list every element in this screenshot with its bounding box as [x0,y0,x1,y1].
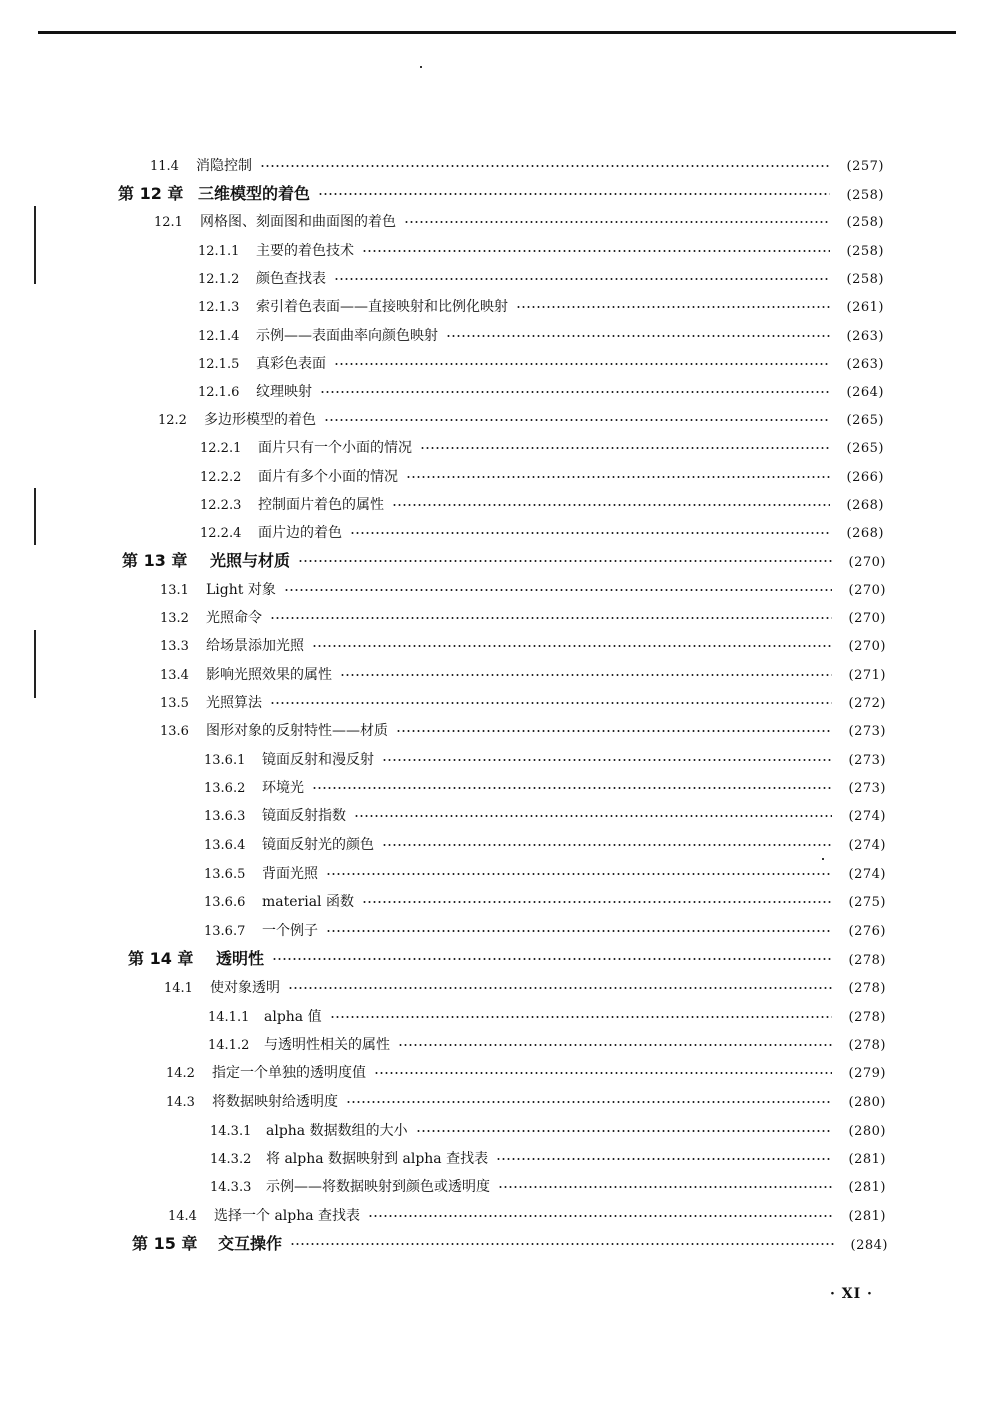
toc-page: (263) [846,329,884,344]
toc-number: 12.1.1 [198,244,240,259]
dot-leader [382,844,832,846]
dot-leader [326,930,832,932]
toc-number: 13.6.4 [204,838,246,853]
page-number-footer: · XI · [830,1286,873,1302]
toc-page: (278) [848,953,886,968]
toc-number: 12.1.6 [198,385,240,400]
toc-title: 将 alpha 数据映射到 alpha 查找表 [266,1151,489,1167]
toc-entry-14-3-1 [210,1121,886,1141]
dot-leader [362,901,832,903]
dot-leader [334,278,830,280]
toc-entry-13-6-7 [204,921,886,941]
dot-leader [496,1158,832,1160]
toc-entry-14-1-1 [208,1007,886,1027]
toc-entry-13-6-4 [204,835,886,855]
dot-leader [288,987,832,989]
toc-title: 多边形模型的着色 [204,412,316,428]
toc-title: 索引着色表面——直接映射和比例化映射 [256,299,508,315]
dot-leader [392,504,830,506]
toc-title: 背面光照 [262,866,318,882]
toc-title: 面片边的着色 [258,525,342,541]
toc-entry-12-1-4 [198,326,884,346]
dot-leader [272,958,832,960]
toc-title: 使对象透明 [210,980,280,996]
toc-page: (270) [848,611,886,626]
dot-leader [284,589,832,591]
toc-entry-12-2-4 [200,523,884,543]
margin-mark [34,206,36,284]
toc-entry-13-6-1 [204,750,886,770]
toc-page: (281) [848,1180,886,1195]
dot-leader [350,532,830,534]
toc-number: 13.6.1 [204,753,246,768]
toc-page: (284) [850,1238,888,1253]
dot-leader [330,1016,832,1018]
toc-title: 面片只有一个小面的情况 [258,440,412,456]
toc-number: 14.1 [164,981,193,996]
toc-entry-chapter-12 [118,184,884,204]
dot-leader [404,221,830,223]
toc-entry-12-2-1 [200,438,884,458]
toc-page: (266) [846,470,884,485]
toc-number: 第 13 章 [122,551,188,570]
toc-number: 14.2 [166,1066,195,1081]
toc-number: 第 12 章 [118,184,184,203]
toc-entry-chapter-13 [122,551,886,571]
dot-leader [420,447,830,449]
toc-page: (273) [848,724,886,739]
top-rule [38,31,956,34]
toc-page: (274) [848,809,886,824]
toc-entry-13-6-2 [204,778,886,798]
toc-title: 选择一个 alpha 查找表 [214,1208,361,1224]
toc-entry-13-5 [160,693,886,713]
dot-leader [334,363,830,365]
toc-title: material 函数 [262,894,354,910]
dot-leader [368,1215,832,1217]
dot-leader [354,815,832,817]
toc-entry-chapter-14 [128,949,886,969]
toc-page: (272) [848,696,886,711]
toc-title: Light 对象 [206,582,276,598]
toc-entry-12-1-1 [198,241,884,261]
toc-number: 14.1.1 [208,1010,250,1025]
toc-entry-12-1-2 [198,269,884,289]
toc-number: 11.4 [150,159,179,174]
toc-page: (274) [848,867,886,882]
toc-title: 三维模型的着色 [198,184,311,203]
toc-number: 14.3.3 [210,1180,252,1195]
toc-title: 控制面片着色的属性 [258,497,384,513]
toc-title: 给场景添加光照 [206,638,304,654]
dot-leader [374,1072,832,1074]
toc-number: 12.2.4 [200,526,242,541]
toc-entry-12-1 [154,212,884,232]
toc-number: 13.3 [160,639,189,654]
toc-title: alpha 值 [264,1009,322,1025]
dot-leader [290,1243,834,1245]
toc-entry-14-1-2 [208,1035,886,1055]
toc-number: 12.1.5 [198,357,240,372]
toc-page: (268) [846,526,884,541]
toc-number: 12.1.4 [198,329,240,344]
toc-title: 示例——将数据映射到颜色或透明度 [266,1179,490,1195]
toc-title: 光照算法 [206,695,262,711]
toc-number: 13.6.2 [204,781,246,796]
dot-leader [324,419,830,421]
dot-leader [326,873,832,875]
toc-entry-14-1 [164,978,886,998]
toc-entry-13-4 [160,665,886,685]
dot-leader [416,1130,832,1132]
toc-page: (281) [848,1152,886,1167]
toc-number: 12.1.2 [198,272,240,287]
dot-leader [298,560,832,562]
toc-title: 主要的着色技术 [256,243,354,259]
toc-entry-14-3 [166,1092,886,1112]
toc-page: (273) [848,781,886,796]
toc-number: 13.5 [160,696,189,711]
dot-leader [382,759,832,761]
toc-number: 14.3 [166,1095,195,1110]
toc-entry-chapter-15 [132,1234,888,1254]
toc-number: 13.2 [160,611,189,626]
toc-title: 图形对象的反射特性——材质 [206,723,388,739]
toc-number: 13.6.5 [204,867,246,882]
toc-page: (258) [846,188,884,203]
dot-leader [260,165,830,167]
toc-number: 13.6.3 [204,809,246,824]
toc-title: 将数据映射给透明度 [212,1094,338,1110]
toc-page: (278) [848,1038,886,1053]
toc-page: (268) [846,498,884,513]
toc-number: 13.6 [160,724,189,739]
toc-title: 示例——表面曲率向颜色映射 [256,328,438,344]
toc-page: (280) [848,1124,886,1139]
toc-number: 12.1 [154,215,183,230]
toc-entry-14-2 [166,1063,886,1083]
toc-page: (264) [846,385,884,400]
toc-number: 14.3.2 [210,1152,252,1167]
dot-leader [270,702,832,704]
toc-title: 交互操作 [218,1234,283,1253]
toc-entry-12-1-6 [198,382,884,402]
toc-entry-13-2 [160,608,886,628]
toc-number: 12.2.1 [200,441,242,456]
toc-title: alpha 数据数组的大小 [266,1123,408,1139]
dot-leader [396,730,832,732]
toc-entry-13-1 [160,580,886,600]
toc-page: (280) [848,1095,886,1110]
toc-entry-12-2-2 [200,467,884,487]
dot-leader [498,1186,832,1188]
toc-entry-13-6-5 [204,864,886,884]
toc-page: (261) [846,300,884,315]
toc-page: (278) [848,1010,886,1025]
toc-page: (270) [848,555,886,570]
toc-page: (271) [848,668,886,683]
toc-entry-14-4 [168,1206,886,1226]
toc-title: 网格图、刻面图和曲面图的着色 [200,214,396,230]
toc-entry-11-4 [150,156,884,176]
toc-page: (270) [848,583,886,598]
dot-leader [312,645,832,647]
dot-leader [346,1101,832,1103]
dot-leader [406,476,830,478]
toc-number: 第 14 章 [128,949,194,968]
toc-number: 第 15 章 [132,1234,198,1253]
toc-number: 12.1.3 [198,300,240,315]
scan-speck [420,66,422,68]
toc-number: 14.4 [168,1209,197,1224]
toc-entry-13-3 [160,636,886,656]
toc-page: (274) [848,838,886,853]
toc-title: 与透明性相关的属性 [264,1037,390,1053]
toc-title: 一个例子 [262,923,318,939]
toc-entry-14-3-2 [210,1149,886,1169]
toc-title: 镜面反射光的颜色 [262,837,374,853]
margin-mark [34,488,36,545]
toc-page: (258) [846,215,884,230]
toc-title: 颜色查找表 [256,271,326,287]
dot-leader [318,193,830,195]
toc-title: 面片有多个小面的情况 [258,469,398,485]
toc-title: 镜面反射和漫反射 [262,752,374,768]
toc-title: 环境光 [262,780,304,796]
toc-page: (265) [846,413,884,428]
toc-number: 13.6.7 [204,924,246,939]
toc-title: 镜面反射指数 [262,808,346,824]
toc-title: 指定一个单独的透明度值 [212,1065,366,1081]
toc-title: 消隐控制 [196,158,252,174]
toc-number: 12.2.2 [200,470,242,485]
dot-leader [320,391,830,393]
dot-leader [340,674,832,676]
margin-mark [34,630,36,698]
toc-entry-12-2 [158,410,884,430]
toc-number: 14.1.2 [208,1038,250,1053]
toc-page: (279) [848,1066,886,1081]
toc-title: 真彩色表面 [256,356,326,372]
toc-entry-13-6 [160,721,886,741]
toc-title: 光照与材质 [210,551,291,570]
toc-page: (276) [848,924,886,939]
toc-entry-12-2-3 [200,495,884,515]
toc-number: 12.2 [158,413,187,428]
toc-page: (278) [848,981,886,996]
toc-page: (258) [846,272,884,287]
dot-leader [362,250,830,252]
toc-page: (257) [846,159,884,174]
toc-entry-13-6-6 [204,892,886,912]
toc-page: (275) [848,895,886,910]
dot-leader [516,306,830,308]
dot-leader [446,335,830,337]
scan-speck [822,858,824,860]
toc-entry-12-1-3 [198,297,884,317]
toc-entry-12-1-5 [198,354,884,374]
toc-title: 纹理映射 [256,384,312,400]
toc-entry-13-6-3 [204,806,886,826]
toc-page: (258) [846,244,884,259]
toc-number: 14.3.1 [210,1124,252,1139]
toc-page: (273) [848,753,886,768]
toc-number: 13.6.6 [204,895,246,910]
toc-page: (265) [846,441,884,456]
toc-page: (270) [848,639,886,654]
toc-page: (263) [846,357,884,372]
toc-number: 12.2.3 [200,498,242,513]
dot-leader [398,1044,832,1046]
toc-number: 13.4 [160,668,189,683]
toc-page: (281) [848,1209,886,1224]
dot-leader [270,617,832,619]
toc-number: 13.1 [160,583,189,598]
toc-entry-14-3-3 [210,1177,886,1197]
toc-title: 光照命令 [206,610,262,626]
toc-title: 透明性 [216,949,265,968]
dot-leader [312,787,832,789]
toc-title: 影响光照效果的属性 [206,667,332,683]
